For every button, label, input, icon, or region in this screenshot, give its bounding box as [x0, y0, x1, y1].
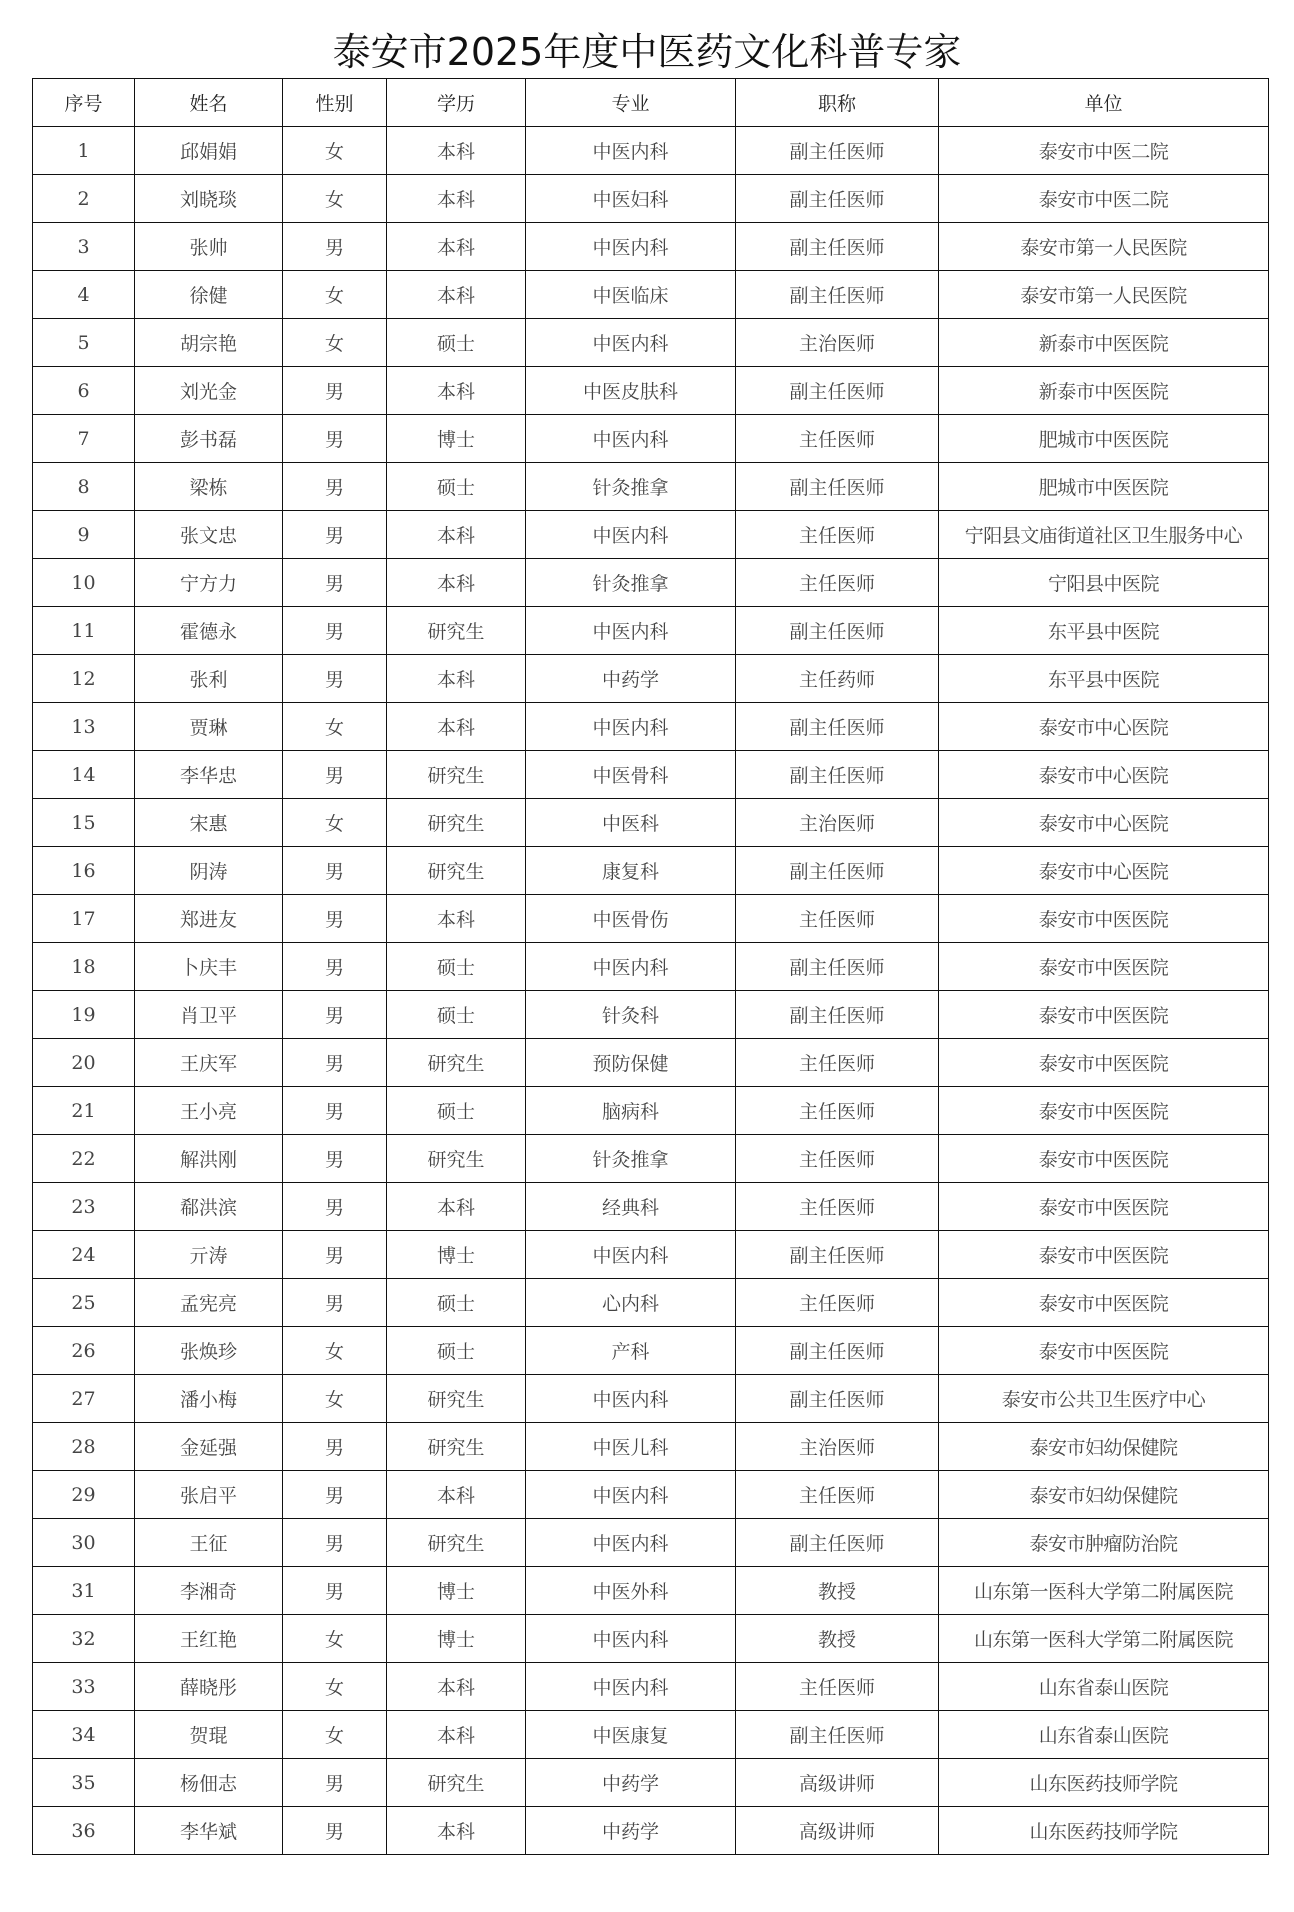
cell-title: 主任医师	[736, 511, 939, 559]
table-row	[33, 1807, 1269, 1855]
cell-specialty: 中医内科	[526, 511, 736, 559]
expert-table	[32, 78, 1269, 1855]
cell-title: 副主任医师	[736, 367, 939, 415]
cell-gender: 女	[283, 703, 387, 751]
table-row	[33, 799, 1269, 847]
cell-index: 21	[33, 1087, 135, 1135]
cell-specialty: 中医骨科	[526, 751, 736, 799]
cell-index: 23	[33, 1183, 135, 1231]
cell-name: 王庆军	[135, 1039, 283, 1087]
page-title: 泰安市2025年度中医药文化科普专家	[332, 30, 962, 74]
cell-specialty: 心内科	[526, 1279, 736, 1327]
cell-unit: 泰安市公共卫生医疗中心	[939, 1375, 1269, 1423]
cell-title: 教授	[736, 1615, 939, 1663]
cell-gender: 女	[283, 799, 387, 847]
cell-unit: 泰安市妇幼保健院	[939, 1423, 1269, 1471]
cell-title: 主任医师	[736, 1087, 939, 1135]
cell-title: 主任医师	[736, 1039, 939, 1087]
table-row	[33, 1231, 1269, 1279]
cell-gender: 男	[283, 511, 387, 559]
cell-gender: 男	[283, 991, 387, 1039]
cell-gender: 男	[283, 1519, 387, 1567]
cell-unit: 东平县中医院	[939, 655, 1269, 703]
cell-name: 王小亮	[135, 1087, 283, 1135]
cell-education: 硕士	[387, 991, 526, 1039]
cell-index: 27	[33, 1375, 135, 1423]
cell-education: 本科	[387, 655, 526, 703]
cell-gender: 女	[283, 1375, 387, 1423]
cell-index: 25	[33, 1279, 135, 1327]
cell-education: 本科	[387, 175, 526, 223]
cell-specialty: 中医妇科	[526, 175, 736, 223]
cell-title: 副主任医师	[736, 1519, 939, 1567]
cell-education: 本科	[387, 895, 526, 943]
cell-index: 24	[33, 1231, 135, 1279]
cell-gender: 男	[283, 1423, 387, 1471]
cell-name: 刘光金	[135, 367, 283, 415]
cell-name: 郗洪滨	[135, 1183, 283, 1231]
cell-education: 研究生	[387, 1039, 526, 1087]
table-row	[33, 1135, 1269, 1183]
header-specialty: 专业	[526, 79, 736, 127]
cell-index: 2	[33, 175, 135, 223]
cell-index: 33	[33, 1663, 135, 1711]
table-row	[33, 319, 1269, 367]
cell-unit: 肥城市中医医院	[939, 463, 1269, 511]
cell-title: 主治医师	[736, 1423, 939, 1471]
table-header-row	[33, 79, 1269, 127]
table-row	[33, 175, 1269, 223]
cell-name: 彭书磊	[135, 415, 283, 463]
header-unit: 单位	[939, 79, 1269, 127]
cell-unit: 泰安市中医医院	[939, 1279, 1269, 1327]
cell-specialty: 中医内科	[526, 607, 736, 655]
cell-education: 本科	[387, 127, 526, 175]
cell-name: 杨佃志	[135, 1759, 283, 1807]
cell-education: 研究生	[387, 751, 526, 799]
cell-index: 3	[33, 223, 135, 271]
cell-name: 宁方力	[135, 559, 283, 607]
cell-specialty: 中医内科	[526, 415, 736, 463]
cell-gender: 男	[283, 223, 387, 271]
cell-specialty: 中医内科	[526, 1615, 736, 1663]
cell-name: 梁栋	[135, 463, 283, 511]
cell-title: 主任医师	[736, 1471, 939, 1519]
cell-index: 6	[33, 367, 135, 415]
cell-index: 22	[33, 1135, 135, 1183]
cell-gender: 男	[283, 559, 387, 607]
cell-index: 8	[33, 463, 135, 511]
table-row	[33, 1183, 1269, 1231]
cell-title: 主任医师	[736, 895, 939, 943]
cell-unit: 泰安市第一人民医院	[939, 271, 1269, 319]
cell-title: 主任医师	[736, 1135, 939, 1183]
cell-specialty: 中医科	[526, 799, 736, 847]
cell-title: 副主任医师	[736, 127, 939, 175]
cell-title: 副主任医师	[736, 847, 939, 895]
table-row	[33, 1327, 1269, 1375]
table-row	[33, 1087, 1269, 1135]
cell-index: 12	[33, 655, 135, 703]
cell-index: 10	[33, 559, 135, 607]
cell-specialty: 中医内科	[526, 943, 736, 991]
cell-unit: 泰安市中医医院	[939, 1183, 1269, 1231]
cell-unit: 泰安市中医医院	[939, 1327, 1269, 1375]
cell-unit: 泰安市中医医院	[939, 1039, 1269, 1087]
cell-education: 硕士	[387, 1279, 526, 1327]
cell-name: 胡宗艳	[135, 319, 283, 367]
cell-index: 36	[33, 1807, 135, 1855]
cell-education: 博士	[387, 1615, 526, 1663]
cell-education: 研究生	[387, 607, 526, 655]
cell-gender: 女	[283, 319, 387, 367]
cell-specialty: 中医内科	[526, 703, 736, 751]
cell-gender: 男	[283, 607, 387, 655]
cell-index: 4	[33, 271, 135, 319]
cell-title: 副主任医师	[736, 223, 939, 271]
cell-education: 博士	[387, 1567, 526, 1615]
header-index: 序号	[33, 79, 135, 127]
table-row	[33, 1279, 1269, 1327]
cell-education: 博士	[387, 415, 526, 463]
cell-gender: 男	[283, 415, 387, 463]
cell-index: 20	[33, 1039, 135, 1087]
cell-unit: 泰安市中心医院	[939, 751, 1269, 799]
table-row	[33, 607, 1269, 655]
cell-index: 29	[33, 1471, 135, 1519]
table-row	[33, 463, 1269, 511]
cell-education: 本科	[387, 703, 526, 751]
cell-gender: 男	[283, 847, 387, 895]
cell-education: 本科	[387, 1807, 526, 1855]
header-title: 职称	[736, 79, 939, 127]
cell-unit: 宁阳县文庙街道社区卫生服务中心	[939, 511, 1269, 559]
cell-name: 李华斌	[135, 1807, 283, 1855]
cell-title: 教授	[736, 1567, 939, 1615]
cell-education: 本科	[387, 1183, 526, 1231]
cell-title: 副主任医师	[736, 943, 939, 991]
table-row	[33, 367, 1269, 415]
table-row	[33, 1519, 1269, 1567]
cell-specialty: 脑病科	[526, 1087, 736, 1135]
cell-specialty: 中医内科	[526, 1231, 736, 1279]
cell-gender: 男	[283, 1759, 387, 1807]
cell-title: 主任医师	[736, 415, 939, 463]
cell-unit: 泰安市肿瘤防治院	[939, 1519, 1269, 1567]
cell-name: 解洪刚	[135, 1135, 283, 1183]
cell-unit: 山东第一医科大学第二附属医院	[939, 1615, 1269, 1663]
cell-name: 霍德永	[135, 607, 283, 655]
cell-specialty: 中药学	[526, 655, 736, 703]
cell-index: 17	[33, 895, 135, 943]
cell-unit: 泰安市中心医院	[939, 847, 1269, 895]
cell-index: 13	[33, 703, 135, 751]
cell-specialty: 针灸科	[526, 991, 736, 1039]
table-row	[33, 223, 1269, 271]
cell-title: 副主任医师	[736, 607, 939, 655]
cell-name: 邱娟娟	[135, 127, 283, 175]
cell-title: 副主任医师	[736, 1711, 939, 1759]
cell-specialty: 中医内科	[526, 1519, 736, 1567]
cell-unit: 山东医药技师学院	[939, 1807, 1269, 1855]
header-education: 学历	[387, 79, 526, 127]
cell-name: 孟宪亮	[135, 1279, 283, 1327]
table-row	[33, 1471, 1269, 1519]
cell-name: 潘小梅	[135, 1375, 283, 1423]
cell-title: 副主任医师	[736, 751, 939, 799]
cell-specialty: 中医皮肤科	[526, 367, 736, 415]
cell-education: 研究生	[387, 1423, 526, 1471]
cell-gender: 男	[283, 655, 387, 703]
cell-education: 本科	[387, 1471, 526, 1519]
cell-unit: 肥城市中医医院	[939, 415, 1269, 463]
cell-unit: 泰安市中医医院	[939, 1135, 1269, 1183]
cell-unit: 山东省泰山医院	[939, 1663, 1269, 1711]
cell-specialty: 中医内科	[526, 223, 736, 271]
cell-education: 研究生	[387, 1135, 526, 1183]
table-row	[33, 943, 1269, 991]
cell-gender: 男	[283, 1471, 387, 1519]
cell-index: 16	[33, 847, 135, 895]
cell-education: 研究生	[387, 1759, 526, 1807]
cell-unit: 泰安市中医医院	[939, 1087, 1269, 1135]
cell-gender: 男	[283, 751, 387, 799]
table-row	[33, 415, 1269, 463]
table-row	[33, 271, 1269, 319]
cell-education: 本科	[387, 1711, 526, 1759]
table-row	[33, 1711, 1269, 1759]
cell-specialty: 预防保健	[526, 1039, 736, 1087]
cell-education: 硕士	[387, 1087, 526, 1135]
cell-unit: 泰安市中医医院	[939, 1231, 1269, 1279]
cell-title: 主任医师	[736, 1663, 939, 1711]
cell-gender: 女	[283, 1615, 387, 1663]
cell-title: 副主任医师	[736, 1375, 939, 1423]
cell-title: 主任医师	[736, 559, 939, 607]
cell-name: 亓涛	[135, 1231, 283, 1279]
cell-title: 副主任医师	[736, 175, 939, 223]
cell-gender: 女	[283, 1663, 387, 1711]
cell-specialty: 中医骨伤	[526, 895, 736, 943]
cell-index: 30	[33, 1519, 135, 1567]
cell-unit: 东平县中医院	[939, 607, 1269, 655]
cell-index: 7	[33, 415, 135, 463]
cell-education: 本科	[387, 271, 526, 319]
table-row	[33, 703, 1269, 751]
cell-name: 李湘奇	[135, 1567, 283, 1615]
cell-gender: 男	[283, 1567, 387, 1615]
cell-specialty: 针灸推拿	[526, 559, 736, 607]
cell-index: 9	[33, 511, 135, 559]
cell-index: 32	[33, 1615, 135, 1663]
cell-specialty: 中医内科	[526, 1663, 736, 1711]
cell-unit: 新泰市中医医院	[939, 319, 1269, 367]
table-row	[33, 1567, 1269, 1615]
cell-index: 11	[33, 607, 135, 655]
cell-index: 19	[33, 991, 135, 1039]
cell-index: 14	[33, 751, 135, 799]
cell-education: 本科	[387, 559, 526, 607]
cell-gender: 女	[283, 175, 387, 223]
cell-gender: 女	[283, 271, 387, 319]
cell-index: 1	[33, 127, 135, 175]
cell-specialty: 康复科	[526, 847, 736, 895]
cell-title: 高级讲师	[736, 1759, 939, 1807]
cell-specialty: 中医内科	[526, 1375, 736, 1423]
cell-specialty: 中医临床	[526, 271, 736, 319]
cell-unit: 泰安市中医医院	[939, 991, 1269, 1039]
header-gender: 性别	[283, 79, 387, 127]
cell-education: 本科	[387, 223, 526, 271]
table-row	[33, 1759, 1269, 1807]
cell-specialty: 中医内科	[526, 127, 736, 175]
cell-specialty: 经典科	[526, 1183, 736, 1231]
cell-specialty: 中医儿科	[526, 1423, 736, 1471]
cell-title: 主治医师	[736, 799, 939, 847]
cell-education: 本科	[387, 1663, 526, 1711]
cell-unit: 泰安市中心医院	[939, 799, 1269, 847]
cell-index: 5	[33, 319, 135, 367]
table-row	[33, 1375, 1269, 1423]
cell-name: 薛晓彤	[135, 1663, 283, 1711]
cell-specialty: 针灸推拿	[526, 463, 736, 511]
cell-name: 张焕珍	[135, 1327, 283, 1375]
cell-gender: 男	[283, 1807, 387, 1855]
table-row	[33, 895, 1269, 943]
table-row	[33, 751, 1269, 799]
cell-name: 郑进友	[135, 895, 283, 943]
table-row	[33, 1423, 1269, 1471]
cell-gender: 男	[283, 367, 387, 415]
cell-gender: 男	[283, 1231, 387, 1279]
cell-gender: 女	[283, 1327, 387, 1375]
cell-gender: 男	[283, 895, 387, 943]
cell-name: 金延强	[135, 1423, 283, 1471]
header-name: 姓名	[135, 79, 283, 127]
cell-education: 本科	[387, 367, 526, 415]
table-row	[33, 559, 1269, 607]
cell-title: 主治医师	[736, 319, 939, 367]
cell-name: 王征	[135, 1519, 283, 1567]
cell-name: 张利	[135, 655, 283, 703]
cell-unit: 宁阳县中医院	[939, 559, 1269, 607]
cell-name: 卜庆丰	[135, 943, 283, 991]
table-row	[33, 1039, 1269, 1087]
cell-unit: 泰安市中医医院	[939, 943, 1269, 991]
cell-title: 主任药师	[736, 655, 939, 703]
cell-unit: 山东医药技师学院	[939, 1759, 1269, 1807]
cell-specialty: 中医内科	[526, 1471, 736, 1519]
cell-gender: 女	[283, 1711, 387, 1759]
cell-unit: 山东第一医科大学第二附属医院	[939, 1567, 1269, 1615]
cell-specialty: 产科	[526, 1327, 736, 1375]
table-row	[33, 655, 1269, 703]
cell-title: 主任医师	[736, 1279, 939, 1327]
cell-name: 李华忠	[135, 751, 283, 799]
cell-education: 研究生	[387, 799, 526, 847]
cell-education: 研究生	[387, 1375, 526, 1423]
table-row	[33, 847, 1269, 895]
cell-education: 本科	[387, 511, 526, 559]
cell-unit: 泰安市中医医院	[939, 895, 1269, 943]
cell-education: 硕士	[387, 943, 526, 991]
cell-name: 阴涛	[135, 847, 283, 895]
cell-specialty: 针灸推拿	[526, 1135, 736, 1183]
table-row	[33, 511, 1269, 559]
cell-index: 26	[33, 1327, 135, 1375]
cell-gender: 男	[283, 1279, 387, 1327]
cell-name: 徐健	[135, 271, 283, 319]
cell-name: 张启平	[135, 1471, 283, 1519]
table-row	[33, 1615, 1269, 1663]
cell-name: 张帅	[135, 223, 283, 271]
cell-title: 副主任医师	[736, 271, 939, 319]
cell-index: 31	[33, 1567, 135, 1615]
cell-unit: 泰安市中医二院	[939, 175, 1269, 223]
table-row	[33, 127, 1269, 175]
cell-specialty: 中医外科	[526, 1567, 736, 1615]
cell-name: 张文忠	[135, 511, 283, 559]
cell-unit: 泰安市妇幼保健院	[939, 1471, 1269, 1519]
cell-index: 35	[33, 1759, 135, 1807]
cell-gender: 男	[283, 1135, 387, 1183]
cell-name: 贾琳	[135, 703, 283, 751]
cell-name: 肖卫平	[135, 991, 283, 1039]
cell-title: 主任医师	[736, 1183, 939, 1231]
cell-gender: 男	[283, 943, 387, 991]
cell-gender: 男	[283, 1183, 387, 1231]
table-row	[33, 1663, 1269, 1711]
table-row	[33, 991, 1269, 1039]
cell-title: 副主任医师	[736, 991, 939, 1039]
cell-specialty: 中药学	[526, 1807, 736, 1855]
cell-index: 28	[33, 1423, 135, 1471]
cell-title: 副主任医师	[736, 1231, 939, 1279]
cell-education: 博士	[387, 1231, 526, 1279]
cell-specialty: 中医康复	[526, 1711, 736, 1759]
cell-unit: 泰安市第一人民医院	[939, 223, 1269, 271]
cell-unit: 泰安市中心医院	[939, 703, 1269, 751]
cell-name: 贺琨	[135, 1711, 283, 1759]
cell-education: 研究生	[387, 1519, 526, 1567]
cell-name: 刘晓琰	[135, 175, 283, 223]
cell-title: 副主任医师	[736, 463, 939, 511]
cell-education: 硕士	[387, 1327, 526, 1375]
cell-title: 副主任医师	[736, 1327, 939, 1375]
cell-unit: 泰安市中医二院	[939, 127, 1269, 175]
cell-education: 研究生	[387, 847, 526, 895]
cell-index: 18	[33, 943, 135, 991]
cell-name: 宋惠	[135, 799, 283, 847]
cell-unit: 山东省泰山医院	[939, 1711, 1269, 1759]
cell-gender: 女	[283, 127, 387, 175]
cell-education: 硕士	[387, 463, 526, 511]
cell-title: 副主任医师	[736, 703, 939, 751]
cell-unit: 新泰市中医医院	[939, 367, 1269, 415]
cell-education: 硕士	[387, 319, 526, 367]
cell-specialty: 中药学	[526, 1759, 736, 1807]
cell-index: 15	[33, 799, 135, 847]
cell-gender: 男	[283, 463, 387, 511]
cell-specialty: 中医内科	[526, 319, 736, 367]
cell-gender: 男	[283, 1087, 387, 1135]
cell-index: 34	[33, 1711, 135, 1759]
cell-title: 高级讲师	[736, 1807, 939, 1855]
cell-name: 王红艳	[135, 1615, 283, 1663]
cell-gender: 男	[283, 1039, 387, 1087]
